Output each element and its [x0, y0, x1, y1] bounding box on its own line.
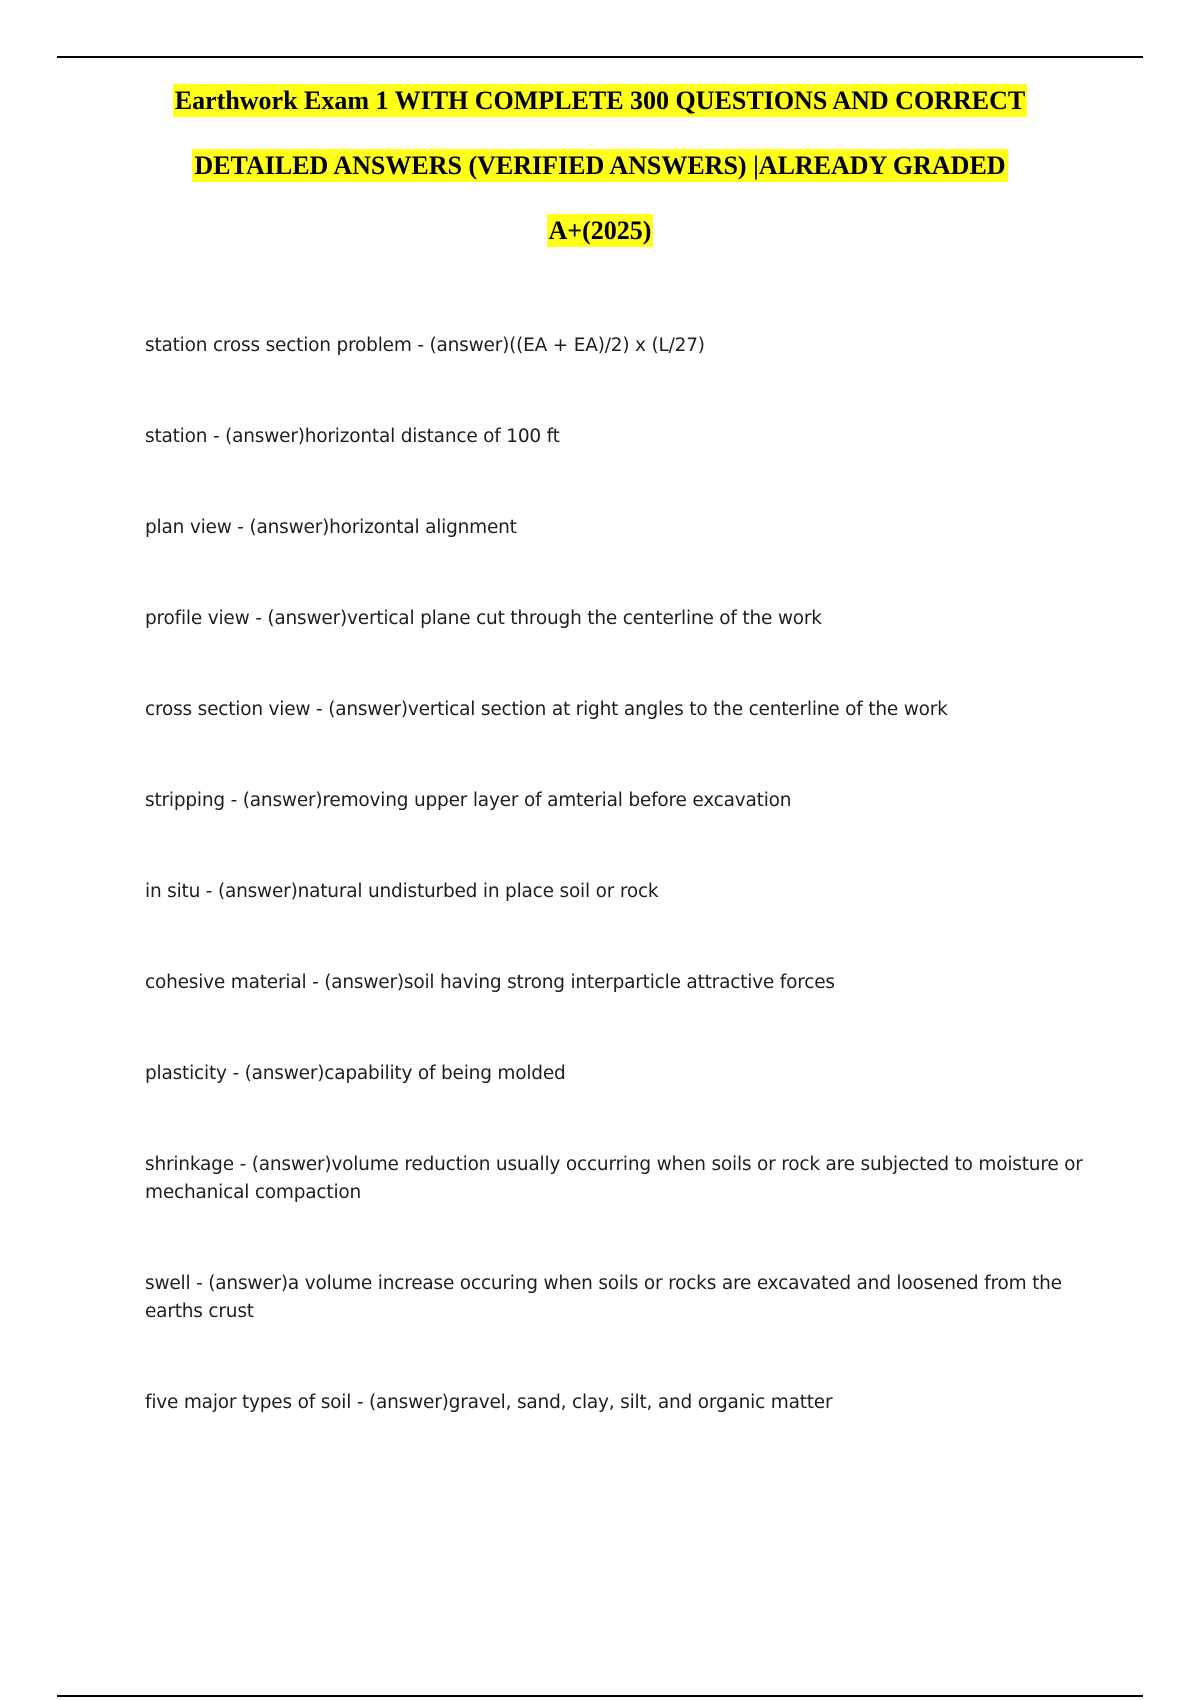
qa-entry: cohesive material - (answer)soil having strong interparticle attractive forces — [145, 972, 835, 993]
qa-entry: station - (answer)horizontal distance of 100 ft — [145, 426, 560, 447]
qa-entry: station cross section problem - (answer)((EA + EA)/2) x (L/27) — [145, 335, 705, 356]
bottom-rule — [57, 1695, 1143, 1697]
top-rule — [57, 56, 1143, 58]
title-line-1: Earthwork Exam 1 WITH COMPLETE 300 QUESTIONS AND CORRECT — [174, 86, 1026, 115]
title-line-3: A+(2025) — [548, 216, 652, 245]
document-title — [57, 68, 1143, 263]
qa-entry: plan view - (answer)horizontal alignment — [145, 517, 517, 538]
qa-entry: in situ - (answer)natural undisturbed in place soil or rock — [145, 881, 659, 902]
qa-entry: plasticity - (answer)capability of being molded — [145, 1063, 566, 1084]
qa-entry: profile view - (answer)vertical plane cut through the centerline of the work — [145, 608, 822, 629]
qa-entry: swell - (answer)a volume increase occuring when soils or rocks are excavated and loosened from the earths crust — [145, 1273, 1062, 1322]
qa-entry: cross section view - (answer)vertical section at right angles to the centerline of the work — [145, 699, 948, 720]
qa-entry: shrinkage - (answer)volume reduction usually occurring when soils or rock are subjected to moisture or mechanical compaction — [145, 1154, 1083, 1203]
qa-entry: stripping - (answer)removing upper layer of amterial before excavation — [145, 790, 792, 811]
qa-list — [145, 332, 1085, 1417]
title-line-2: DETAILED ANSWERS (VERIFIED ANSWERS) |ALREADY GRADED — [194, 151, 1006, 180]
qa-entry: five major types of soil - (answer)gravel, sand, clay, silt, and organic matter — [145, 1392, 833, 1413]
